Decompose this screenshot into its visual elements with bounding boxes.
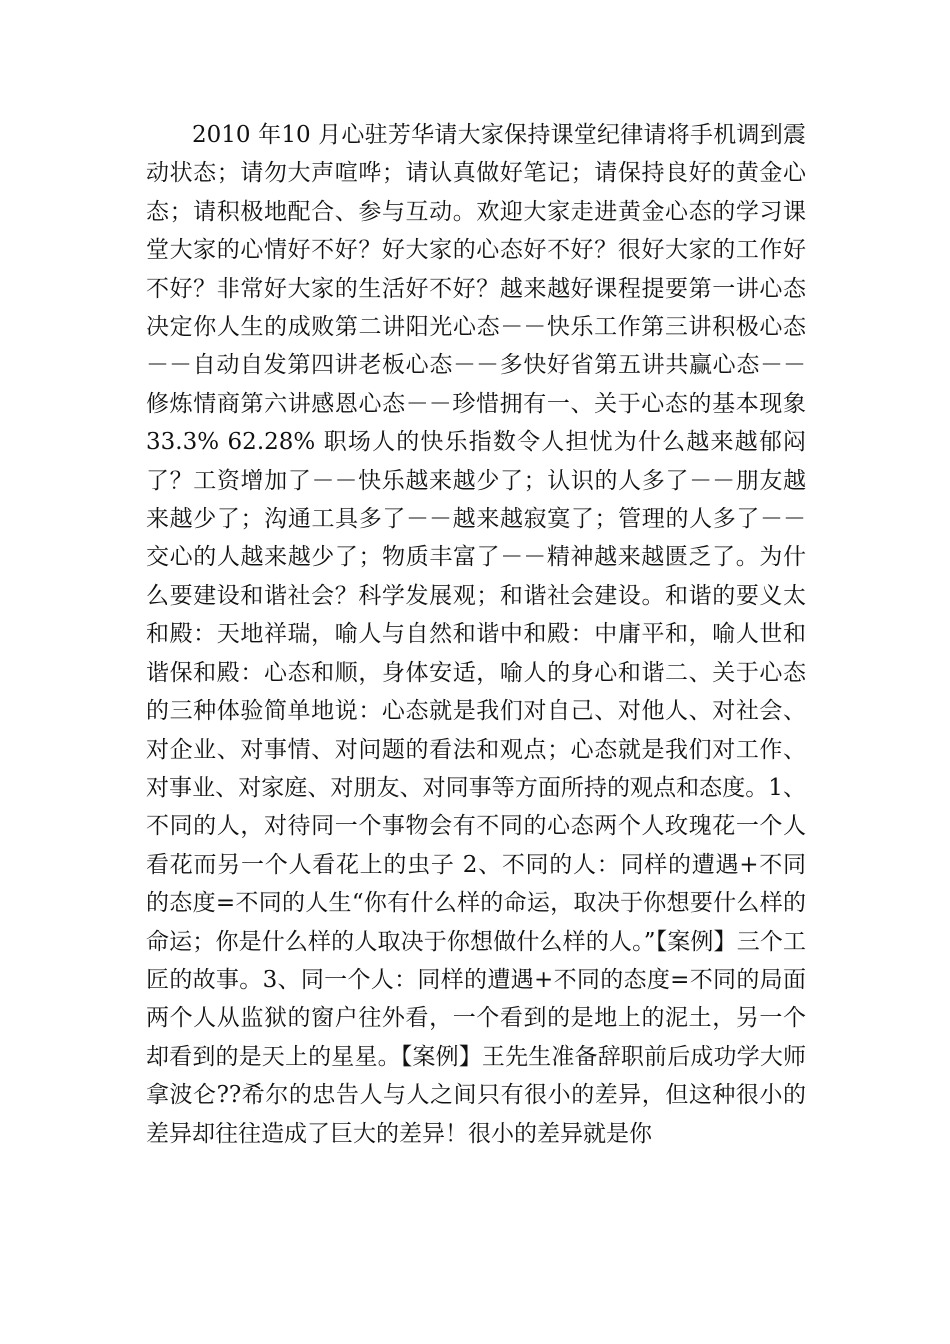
body-paragraph: 2010 年10 月心驻芳华请大家保持课堂纪律请将手机调到震动状态；请勿大声喧哗；请认真做好笔记；请保持良好的黄金心态；请积极地配合、参与互动。欢迎大家走进黄金心态的学习课堂大家的心情好不好？好大家的心态好不好？很好大家的工作好不好？非常好大家的生活好不好？越来越好课程提要第一讲心态决定你人生的成败第二讲阳光心态－－快乐工作第三讲积极心态－－自动自发第四讲老板心态－－多快好省第五讲共赢心态－－修炼情商第六讲感恩心态－－珍惜拥有一、关于心态的基本现象 33.3% 62.28% 职场人的快乐指数令人担忧为什么越来越郁闷了？工资增加了－－快乐越来越少了；认识的人多了－－朋友越来越少了；沟通工具多了－－越来越寂寞了；管理的人多了－－交心的人越来越少了；物质丰富了－－精神越来越匮乏了。为什么要建设和谐社会？科学发展观；和谐社会建设。和谐的要义太和殿：天地祥瑞，喻人与自然和谐中和殿：中庸平和，喻人世和谐保和殿：心态和顺，身体安适，喻人的身心和谐二、关于心态的三种体验简单地说：心态就是我们对自己、对他人、对社会、对企业、对事情、对问题的看法和观点；心态就是我们对工作、对事业、对家庭、对朋友、对同事等方面所持的观点和态度。1、不同的人，对待同一个事物会有不同的心态两个人玫瑰花一个人看花而另一个人看花上的虫子 2、不同的人：同样的遭遇+不同的态度=不同的人生“你有什么样的命运，取决于你想要什么样的命运；你是什么样的人取决于你想做什么样的人。”【案例】三个工匠的故事。3、同一个人：同样的遭遇+不同的态度=不同的局面两个人从监狱的窗户往外看，一个看到的是地上的泥土，另一个却看到的是天上的星星。【案例】王先生准备辞职前后成功学大师拿波仑??希尔的忠告人与人之间只有很小的差异，但这种很小的差异却往往造成了巨大的差异！很小的差异就是你 — [146, 122, 806, 1147]
document-body — [146, 116, 806, 1153]
